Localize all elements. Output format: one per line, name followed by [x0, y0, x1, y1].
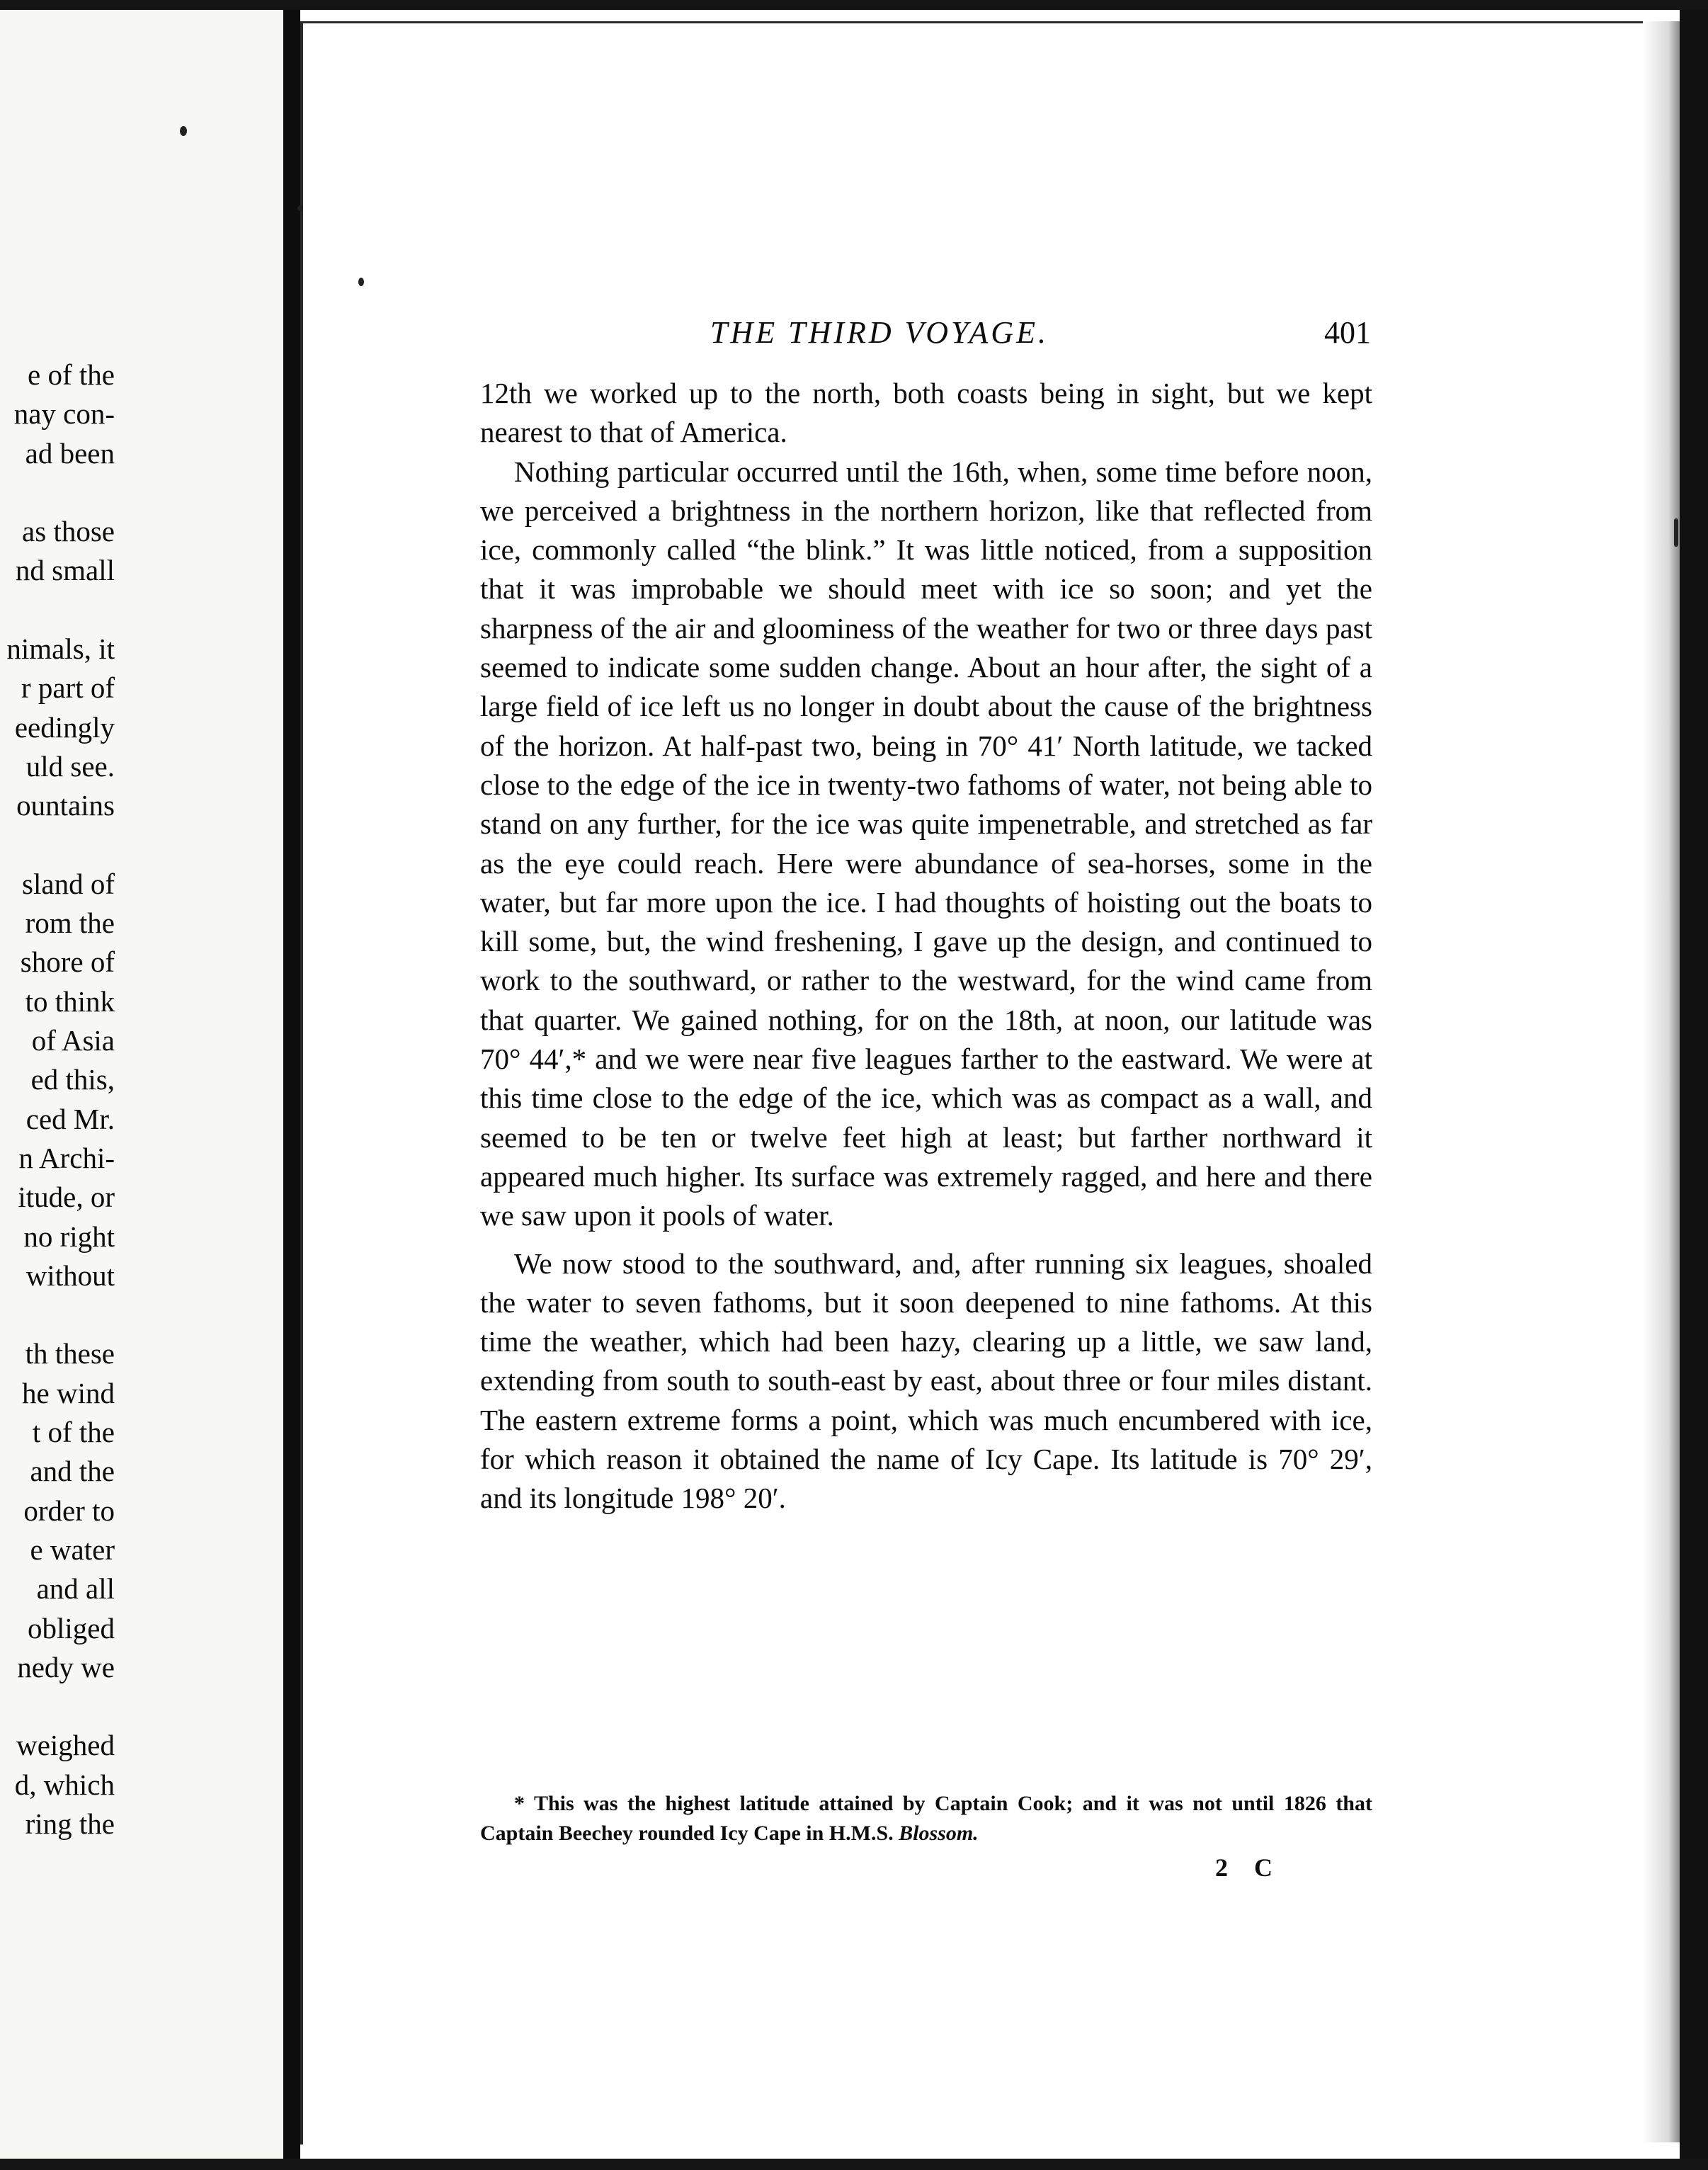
- facing-page-line: th these: [25, 1337, 115, 1370]
- facing-page-line: itude, or: [18, 1181, 115, 1214]
- running-head: THE THIRD VOYAGE.: [710, 315, 1049, 350]
- scan-top-edge: [0, 0, 1708, 10]
- facing-page-line: nay con-: [13, 397, 115, 431]
- facing-page-line: sland of: [22, 867, 115, 900]
- scan-speck: [358, 278, 364, 286]
- facing-page-line: nd small: [15, 554, 115, 587]
- page-number: 401: [1324, 315, 1371, 350]
- facing-page-line: nedy we: [17, 1650, 115, 1683]
- facing-page-line: eedingly: [14, 710, 115, 744]
- facing-page-line: shore of: [20, 945, 115, 979]
- scan-right-edge: [1680, 10, 1708, 2159]
- facing-page-line: n Archi-: [18, 1141, 115, 1174]
- facing-page-line: nimals, it: [6, 632, 115, 666]
- facing-page-line: e water: [30, 1533, 115, 1566]
- facing-page-line: order to: [23, 1494, 115, 1527]
- facing-page-line: [0, 826, 115, 865]
- scan-speck: [180, 126, 187, 136]
- facing-page-line: as those: [22, 515, 115, 548]
- facing-page-line: ed this,: [30, 1063, 115, 1096]
- facing-page-line: ced Mr.: [25, 1102, 115, 1135]
- body-text: [480, 374, 1372, 1518]
- paragraph-1: 12th we worked up to the north, both coasts being in sight, but we kept nearest to that of America.: [480, 377, 1372, 449]
- scan-bottom-edge: [0, 2159, 1708, 2170]
- facing-page-line: ountains: [16, 789, 115, 822]
- page-edge-shadow: [1643, 21, 1680, 2142]
- facing-page-line: e of the: [28, 358, 115, 391]
- paragraph-2: Nothing particular occurred until the 16th, when, some time before noon, we perceived a brightness in the northern horizon, like that reflected from ice, commonly called “the blink.” It was little noticed, from a supposition that it was improbable we should meet with ice so soon; and yet the sharpness of the air and gloominess of the weather for two or three days past seemed to indicate some sudden change. About an hour after, the sight of a large field of ice left us no longer in doubt about the cause of the brightness of the horizon. At half-past two, being in 70° 41′ North latitude, we tacked close to the edge of the ice in twenty-two fathoms of water, not being able to stand on any further, for the ice was quite impenetrable, and stretched as far as the eye could reach. Here were abundance of sea-horses, some in the water, but far more upon the ice. I had thoughts of hoisting out the boats to kill some, but, the wind freshening, I gave up the design, and continued to work to the southward, or rather to the westward, for the wind came from that quarter. We gained nothing, for on the 18th, at noon, our latitude was 70° 44′,* and we were near five leagues farther to the eastward. We were at this time close to the edge of the ice, which was as compact as a wall, and seemed to be ten or twelve feet high at least; but farther northward it appeared much higher. Its surface was extremely ragged, and here and there we saw upon it pools of water.: [480, 455, 1372, 1232]
- footnote-ship-name: Blossom.: [899, 1822, 979, 1845]
- facing-page-line: rom the: [25, 907, 115, 940]
- book-gutter: [283, 10, 300, 2159]
- facing-page-line-endings: [0, 356, 115, 1844]
- facing-page-line: [0, 1687, 115, 1726]
- facing-page-line: t of the: [32, 1416, 115, 1449]
- facing-page-line: [0, 473, 115, 512]
- facing-page-line: r part of: [21, 671, 115, 705]
- facing-page-line: of Asia: [31, 1024, 115, 1057]
- paragraph-3: We now stood to the southward, and, after running six leagues, shoaled the water to seven fathoms, but it soon deepened to nine fathoms. At this time the weather, which had been hazy, clearing up a little, we saw land, extending from south to south-east by east, about three or four miles distant. The eastern extreme forms a point, which was much encumbered with ice, for which reason it obtained the name of Icy Cape. Its latitude is 70° 29′, and its longitude 198° 20′.: [480, 1246, 1372, 1515]
- facing-page-line: to think: [25, 984, 115, 1018]
- facing-page-line: obliged: [28, 1611, 115, 1644]
- facing-page-line: no right: [23, 1220, 115, 1253]
- facing-page-line: he wind: [22, 1376, 115, 1409]
- facing-page-line: [0, 1295, 115, 1334]
- facing-page-line: d, which: [14, 1768, 115, 1801]
- scan-speck: [297, 205, 303, 211]
- facing-page-line: ad been: [25, 436, 115, 470]
- facing-page-line: and all: [36, 1572, 115, 1606]
- signature-mark: 2 C: [1215, 1853, 1282, 1882]
- facing-page-line: without: [25, 1259, 115, 1292]
- facing-page-line: and the: [30, 1455, 115, 1488]
- footnote: [480, 1789, 1372, 1848]
- scan-speck: [1674, 518, 1678, 547]
- facing-page-line: uld see.: [25, 749, 115, 783]
- facing-page-left: [0, 10, 283, 2159]
- footnote-text: * This was the highest latitude attained by Captain Cook; and it was not until 1826 that Captain Beechey rounded Icy Cape in H.M.S.: [480, 1792, 1372, 1845]
- facing-page-line: weighed: [16, 1729, 115, 1762]
- facing-page-line: [0, 591, 115, 630]
- facing-page-line: ring the: [25, 1807, 115, 1840]
